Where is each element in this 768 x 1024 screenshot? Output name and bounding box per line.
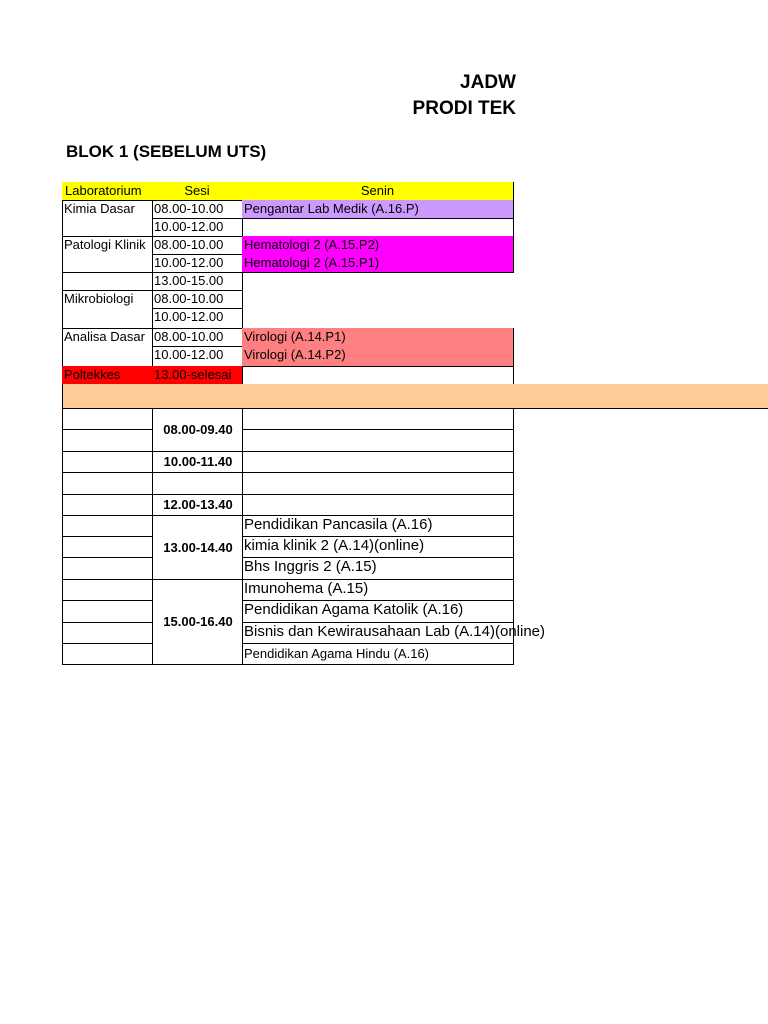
lab-course: Pengantar Lab Medik (A.16.P) (242, 200, 514, 219)
course-entry: Pendidikan Agama Hindu (A.16) (242, 643, 514, 665)
lab-course (242, 272, 514, 291)
document-title: JADW (460, 72, 516, 93)
lab-name (62, 254, 153, 273)
empty-cell (62, 643, 153, 665)
lab-session: 13.00-selesai (152, 366, 243, 385)
lab-name: Patologi Klinik (62, 236, 153, 255)
header-sesi: Sesi (152, 182, 243, 201)
empty-cell (62, 557, 153, 580)
empty-cell (242, 408, 514, 430)
lab-course: Virologi (A.14.P2) (242, 346, 514, 367)
lab-session: 08.00-10.00 (152, 236, 243, 255)
empty-cell (242, 472, 514, 495)
session-time: 15.00-16.40 (152, 579, 243, 665)
lab-name: Poltekkes (62, 366, 153, 385)
empty-cell (62, 472, 153, 495)
lab-name (62, 218, 153, 237)
lab-session: 08.00-10.00 (152, 200, 243, 219)
lab-course (242, 308, 514, 329)
empty-cell (62, 408, 153, 430)
empty-cell (62, 536, 153, 558)
lab-name (62, 346, 153, 367)
block-heading: BLOK 1 (SEBELUM UTS) (66, 142, 267, 161)
lab-session: 08.00-10.00 (152, 290, 243, 309)
empty-cell (242, 429, 514, 452)
session-time: 12.00-13.40 (152, 494, 243, 516)
separator-band (62, 384, 768, 409)
header-laboratorium: Laboratorium (62, 182, 153, 201)
lab-name: Analisa Dasar (62, 328, 153, 347)
header-senin: Senin (242, 182, 514, 201)
session-time: 10.00-11.40 (152, 451, 243, 473)
lab-name: Mikrobiologi (62, 290, 153, 309)
course-entry: Bhs Inggris 2 (A.15) (242, 557, 514, 580)
lab-session: 10.00-12.00 (152, 254, 243, 273)
lab-session: 10.00-12.00 (152, 308, 243, 329)
lab-course: Virologi (A.14.P1) (242, 328, 514, 347)
empty-cell (242, 494, 514, 516)
empty-cell (62, 579, 153, 601)
empty-cell (62, 600, 153, 623)
lab-course (242, 218, 514, 237)
lab-name (62, 308, 153, 329)
lab-session: 10.00-12.00 (152, 218, 243, 237)
course-entry: Pendidikan Agama Katolik (A.16) (242, 600, 514, 623)
lab-name (62, 272, 153, 291)
empty-cell (242, 451, 514, 473)
session-time: 08.00-09.40 (152, 408, 243, 452)
course-entry: kimia klinik 2 (A.14)(online) (242, 536, 514, 558)
course-entry: Imunohema (A.15) (242, 579, 514, 601)
course-entry: Bisnis dan Kewirausahaan Lab (A.14)(online) (242, 622, 514, 644)
lab-session: 13.00-15.00 (152, 272, 243, 291)
lab-course: Hematologi 2 (A.15.P2) (242, 236, 514, 255)
course-entry: Pendidikan Pancasila (A.16) (242, 515, 514, 537)
lab-course: Hematologi 2 (A.15.P1) (242, 254, 514, 273)
lab-session: 08.00-10.00 (152, 328, 243, 347)
lab-course (242, 290, 514, 309)
empty-cell (62, 494, 153, 516)
lab-course (242, 366, 514, 385)
lab-name: Kimia Dasar (62, 200, 153, 219)
empty-cell (62, 429, 153, 452)
document-subtitle: PRODI TEK (412, 98, 516, 119)
session-time: 13.00-14.40 (152, 515, 243, 580)
empty-cell (62, 515, 153, 537)
lab-session: 10.00-12.00 (152, 346, 243, 367)
empty-cell (62, 451, 153, 473)
empty-cell (152, 472, 243, 495)
empty-cell (62, 622, 153, 644)
